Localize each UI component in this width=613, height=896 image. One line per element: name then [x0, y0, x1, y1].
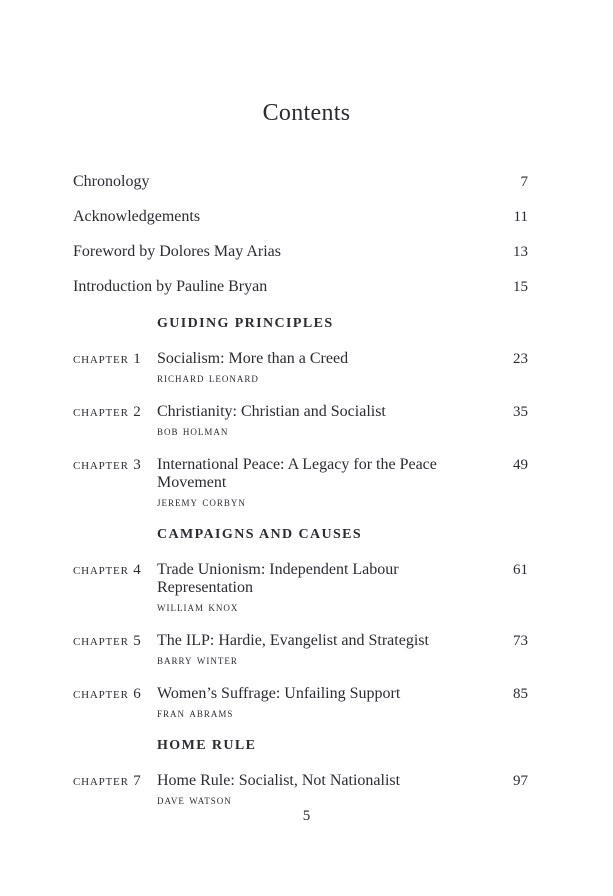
toc-entry-label: Acknowledgements — [73, 208, 201, 226]
toc-chapter-4 — [73, 561, 528, 613]
section-campaigns-and-causes — [73, 527, 528, 719]
toc-chapter-5 — [73, 632, 528, 666]
chapter-number-label: chapter 3 — [73, 457, 142, 474]
toc-entry-page-number: 7 — [520, 174, 528, 191]
toc-entry-label: Chronology — [73, 173, 150, 191]
chapter-number-label: chapter 1 — [73, 351, 142, 368]
chapter-title: Women’s Suffrage: Unfailing Support — [157, 685, 401, 703]
chapter-number-label: chapter 6 — [73, 686, 142, 703]
chapter-title: Christianity: Christian and Socialist — [157, 403, 386, 421]
toc-chapter-7 — [73, 772, 528, 806]
chapter-title: Trade Unionism: Independent Labour Representation — [157, 561, 399, 597]
chapter-page-number: 35 — [513, 404, 528, 421]
chapter-page-number: 49 — [513, 457, 528, 474]
chapter-author: barry winter — [157, 652, 238, 668]
chapter-page-number: 23 — [513, 351, 528, 368]
chapter-author: dave watson — [157, 792, 232, 808]
chapter-author: fran abrams — [157, 705, 234, 721]
toc-entry-label: Introduction by Pauline Bryan — [73, 278, 268, 296]
chapter-number-label: chapter 2 — [73, 404, 142, 421]
page-title: Contents — [262, 100, 351, 127]
toc-entry-chronology — [73, 173, 528, 191]
chapter-author: richard leonard — [157, 370, 259, 386]
toc-entry-foreword — [73, 243, 528, 261]
chapter-number-label: chapter 7 — [73, 773, 142, 790]
toc-chapter-3 — [73, 456, 528, 508]
section-heading: GUIDING PRINCIPLES — [157, 316, 334, 332]
chapter-page-number: 85 — [513, 686, 528, 703]
toc-entry-acknowledgements — [73, 208, 528, 226]
chapter-title: The ILP: Hardie, Evangelist and Strategist — [157, 632, 429, 650]
toc-entry-page-number: 15 — [513, 279, 528, 296]
chapter-title: Socialism: More than a Creed — [157, 350, 349, 368]
toc-chapter-6 — [73, 685, 528, 719]
toc-chapter-2 — [73, 403, 528, 437]
toc-entry-introduction — [73, 278, 528, 296]
toc-chapter-1 — [73, 350, 528, 384]
chapter-page-number: 97 — [513, 773, 528, 790]
chapter-title: Home Rule: Socialist, Not Nationalist — [157, 772, 401, 790]
chapter-author: william knox — [157, 599, 239, 615]
toc-content — [0, 173, 613, 806]
chapter-number-label: chapter 5 — [73, 633, 142, 650]
folio-page-number: 5 — [302, 808, 311, 824]
toc-entry-page-number: 11 — [513, 209, 528, 226]
section-heading: CAMPAIGNS AND CAUSES — [157, 527, 363, 543]
section-guiding-principles — [73, 316, 528, 508]
chapter-author: jeremy corbyn — [157, 494, 246, 510]
front-matter-list — [73, 173, 528, 296]
chapter-author: bob holman — [157, 423, 229, 439]
toc-entry-label: Foreword by Dolores May Arias — [73, 243, 281, 261]
chapter-number-label: chapter 4 — [73, 562, 142, 579]
section-heading: HOME RULE — [157, 738, 257, 754]
chapter-page-number: 73 — [513, 633, 528, 650]
chapter-page-number: 61 — [513, 562, 528, 579]
section-home-rule — [73, 738, 528, 806]
chapter-title: International Peace: A Legacy for the Peace Movement — [157, 456, 437, 492]
toc-entry-page-number: 13 — [513, 244, 528, 261]
